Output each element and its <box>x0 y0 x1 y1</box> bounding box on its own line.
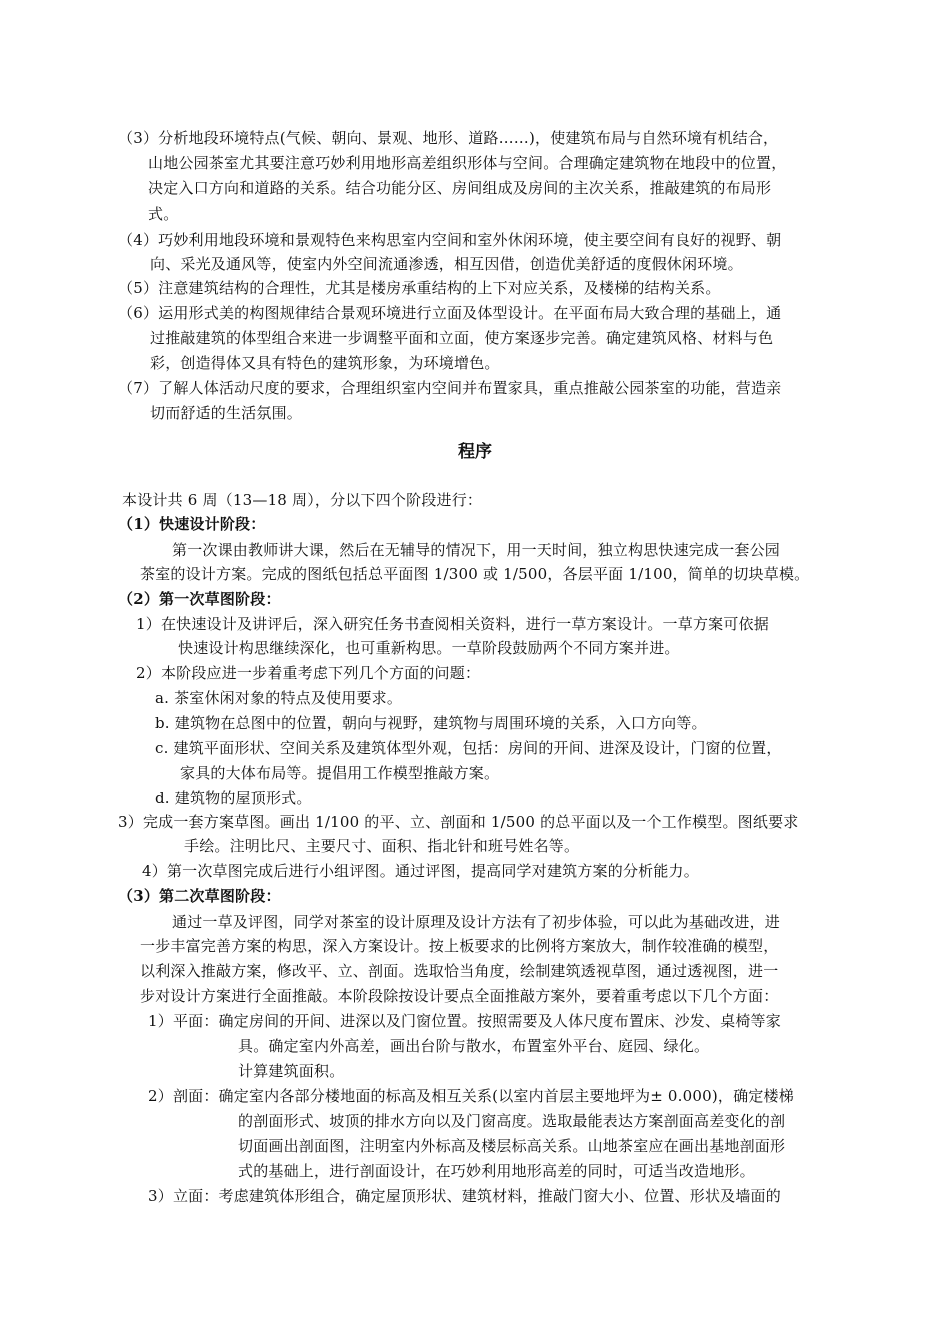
stage3-line4: 步对设计方案进行全面推敲。本阶段除按设计要点全面推敲方案外，要着重考虑以下几个方面： <box>140 987 779 1005</box>
stage2-p1-line1: 1）在快速设计及讲评后，深入研究任务书查阅相关资料，进行一草方案设计。一草方案可依据 <box>136 615 769 633</box>
stage2-item-a: a. 茶室休闲对象的特点及使用要求。 <box>155 689 403 707</box>
stage3-line2: 一步丰富完善方案的构思，深入方案设计。按上板要求的比例将方案放大，制作较准确的模型， <box>140 937 779 955</box>
stage3-plan-line3: 计算建筑面积。 <box>238 1062 345 1080</box>
stage2-p2: 2）本阶段应进一步着重考虑下列几个方面的问题： <box>136 664 481 682</box>
item6-line3: 彩，创造得体又具有特色的建筑形象，为环境增色。 <box>150 354 500 372</box>
stage2-item-b: b. 建筑物在总图中的位置，朝向与视野，建筑物与周围环境的关系，入口方向等。 <box>155 714 707 732</box>
stage2-item-c-line2: 家具的大体布局等。提倡用工作模型推敲方案。 <box>180 764 500 782</box>
stage2-p4: 4）第一次草图完成后进行小组评图。通过评图，提高同学对建筑方案的分析能力。 <box>142 862 699 880</box>
stage1-line1: 第一次课由教师讲大课，然后在无辅导的情况下，用一天时间，独立构思快速完成一套公园 <box>172 541 781 559</box>
item4-line2: 向、采光及通风等，使室内外空间流通渗透，相互因借，创造优美舒适的度假休闲环境。 <box>150 255 743 273</box>
stage3-plan-line1: 1）平面：确定房间的开间、进深以及门窗位置。按照需要及人体尺度布置床、沙发、桌椅等家 <box>148 1012 781 1030</box>
stage3-title: （3）第二次草图阶段： <box>118 887 281 905</box>
item6-line2: 过推敲建筑的体型组合来进一步调整平面和立面，使方案逐步完善。确定建筑风格、材料与色 <box>150 329 774 347</box>
program-heading: 程序 <box>458 442 492 462</box>
stage3-section-line4: 式的基础上，进行剖面设计，在巧妙利用地形高差的同时，可适当改造地形。 <box>238 1162 755 1180</box>
item7-line1: （7）了解人体活动尺度的要求，合理组织室内空间并布置家具，重点推敲公园茶室的功能，营造亲 <box>118 379 782 397</box>
item4-line1: （4）巧妙利用地段环境和景观特色来构思室内空间和室外休闲环境，使主要空间有良好的视野、朝 <box>118 231 782 249</box>
stage3-plan-line2: 具。确定室内外高差，画出台阶与散水，布置室外平台、庭园、绿化。 <box>238 1037 710 1055</box>
item5-line1: （5）注意建筑结构的合理性，尤其是楼房承重结构的上下对应关系，及楼梯的结构关系。 <box>118 279 721 297</box>
stage2-title: （2）第一次草图阶段： <box>118 590 281 608</box>
stage1-title: （1）快速设计阶段： <box>118 515 266 533</box>
item6-line1: （6）运用形式美的构图规律结合景观环境进行立面及体型设计。在平面布局大致合理的基础上，通 <box>118 304 782 322</box>
item3-line2: 山地公园茶室尤其要注意巧妙利用地形高差组织形体与空间。合理确定建筑物在地段中的位置， <box>148 154 787 172</box>
stage2-p3-line2: 手绘。注明比尺、主要尺寸、面积、指北针和班号姓名等。 <box>184 837 580 855</box>
stage3-section-line3: 切面画出剖面图，注明室内外标高及楼层标高关系。山地茶室应在画出基地剖面形 <box>238 1137 786 1155</box>
item3-line4: 式。 <box>148 205 179 223</box>
stage2-p3-line1: 3）完成一套方案草图。画出 1/100 的平、立、剖面和 1/500 的总平面以及一个工作模型。图纸要求 <box>118 813 799 831</box>
stage3-line1: 通过一草及评图，同学对茶室的设计原理及设计方法有了初步体验，可以此为基础改进，进 <box>172 913 781 931</box>
stage3-line3: 以利深入推敲方案，修改平、立、剖面。选取恰当角度，绘制建筑透视草图，通过透视图，进一 <box>140 962 779 980</box>
stage1-line2: 茶室的设计方案。完成的图纸包括总平面图 1/300 或 1/500，各层平面 1/100，简单的切块草模。 <box>140 565 810 583</box>
stage3-section-line2: 的剖面形式、坡顶的排水方向以及门窗高度。选取最能表达方案剖面高差变化的剖 <box>238 1112 786 1130</box>
stage3-elevation-line1: 3）立面：考虑建筑体形组合，确定屋顶形状、建筑材料，推敲门窗大小、位置、形状及墙面的 <box>148 1187 781 1205</box>
stage2-item-d: d. 建筑物的屋顶形式。 <box>155 789 312 807</box>
stage3-section-line1: 2）剖面：确定室内各部分楼地面的标高及相互关系(以室内首层主要地坪为± 0.000)，确定楼梯 <box>148 1087 794 1105</box>
stage2-p1-line2: 快速设计构思继续深化，也可重新构思。一草阶段鼓励两个不同方案并进。 <box>178 639 680 657</box>
program-intro: 本设计共 6 周（13—18 周），分以下四个阶段进行： <box>122 491 483 509</box>
item7-line2: 切而舒适的生活氛围。 <box>150 404 303 422</box>
item3-line1: （3）分析地段环境特点(气候、朝向、景观、地形、道路……)，使建筑布局与自然环境有机结合， <box>118 129 779 147</box>
item3-line3: 决定入口方向和道路的关系。结合功能分区、房间组成及房间的主次关系，推敲建筑的布局形 <box>148 179 772 197</box>
stage2-item-c-line1: c. 建筑平面形状、空间关系及建筑体型外观，包括：房间的开间、进深及设计，门窗的位置， <box>155 739 782 757</box>
